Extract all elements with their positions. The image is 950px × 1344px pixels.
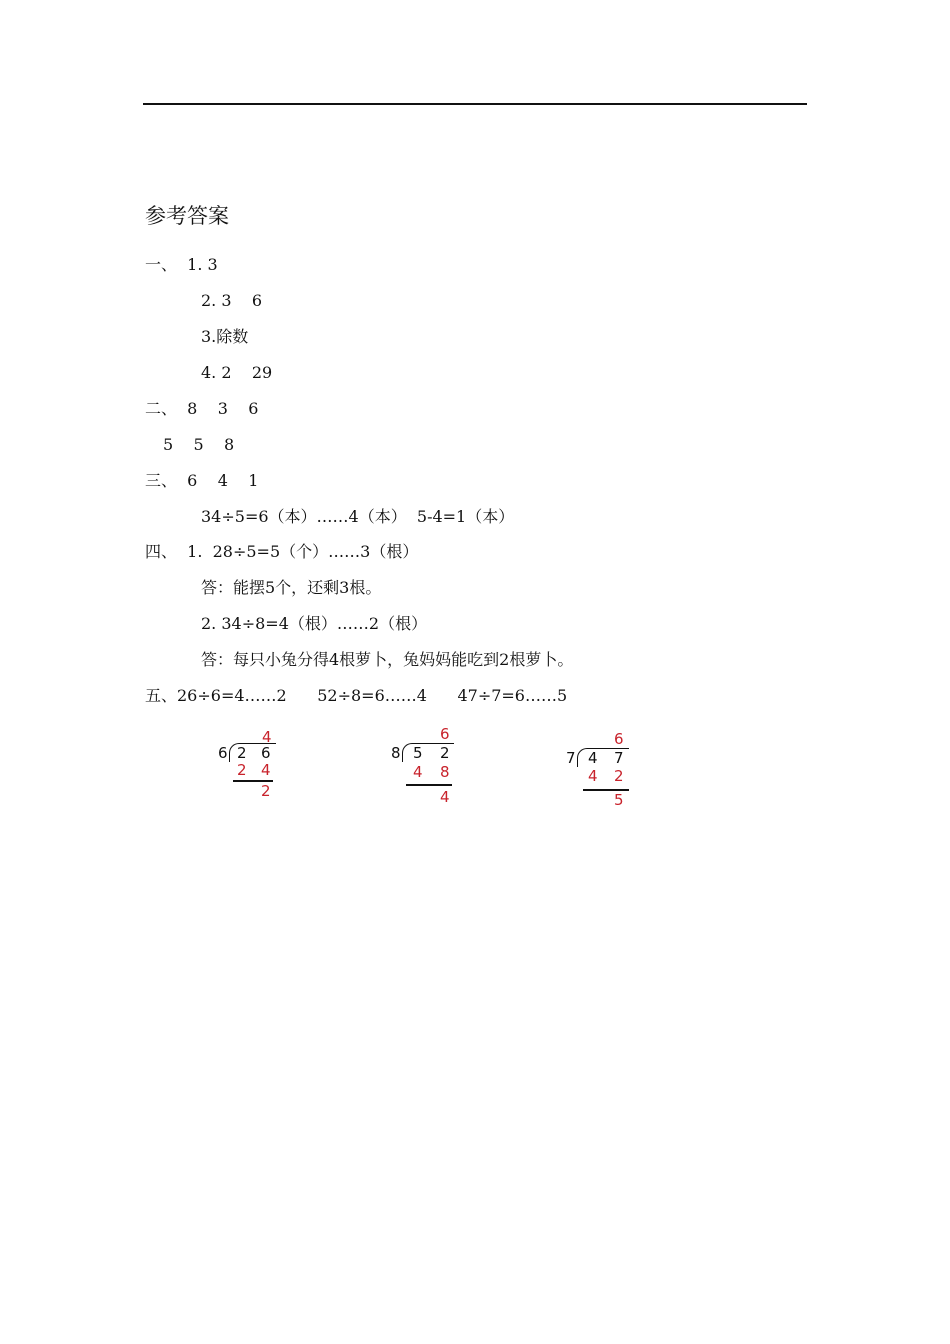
dividend-digit: 6 — [261, 744, 271, 762]
product-digit: 8 — [440, 763, 450, 781]
answer-line-5: 二、 8 3 6 — [145, 399, 259, 418]
divisor: 6 — [218, 744, 228, 762]
remainder: 2 — [261, 782, 271, 800]
product-digit: 4 — [588, 767, 598, 785]
product-digit: 4 — [413, 763, 423, 781]
answer-line-12: 答：每只小兔分得4根萝卜，兔妈妈能吃到2根萝卜。 — [201, 650, 574, 669]
header-rule — [143, 103, 807, 105]
product-digit: 2 — [237, 761, 247, 779]
dividend-digit: 4 — [588, 749, 598, 767]
product-digit: 4 — [261, 761, 271, 779]
page-title: 参考答案 — [145, 204, 229, 228]
answer-line-13: 五、26÷6=4……2 52÷8=6……4 47÷7=6……5 — [145, 686, 568, 705]
answer-line-10: 答：能摆5个，还剩3根。 — [201, 578, 382, 597]
answer-line-2: 2. 3 6 — [201, 291, 263, 310]
answer-line-6: 5 5 8 — [163, 435, 235, 454]
answer-line-1: 一、 1. 3 — [145, 255, 218, 274]
answer-line-7: 三、 6 4 1 — [145, 471, 259, 490]
subtraction-line — [406, 784, 452, 786]
divisor: 7 — [566, 749, 576, 767]
remainder: 5 — [614, 791, 624, 809]
answer-line-3: 3.除数 — [201, 327, 249, 346]
product-digit: 2 — [614, 767, 624, 785]
answer-line-11: 2. 34÷8=4（根）……2（根） — [201, 614, 428, 633]
divisor: 8 — [391, 744, 401, 762]
dividend-digit: 7 — [614, 749, 624, 767]
quotient: 6 — [614, 730, 624, 748]
answer-line-4: 4. 2 29 — [201, 363, 273, 382]
answer-line-9: 四、 1. 28÷5=5（个）……3（根） — [145, 542, 419, 561]
answer-line-8: 34÷5=6（本）……4（本） 5-4=1（本） — [201, 507, 515, 526]
dividend-digit: 2 — [440, 744, 450, 762]
quotient: 6 — [440, 725, 450, 743]
remainder: 4 — [440, 788, 450, 806]
dividend-digit: 5 — [413, 744, 423, 762]
dividend-digit: 2 — [237, 744, 247, 762]
quotient: 4 — [262, 728, 272, 746]
